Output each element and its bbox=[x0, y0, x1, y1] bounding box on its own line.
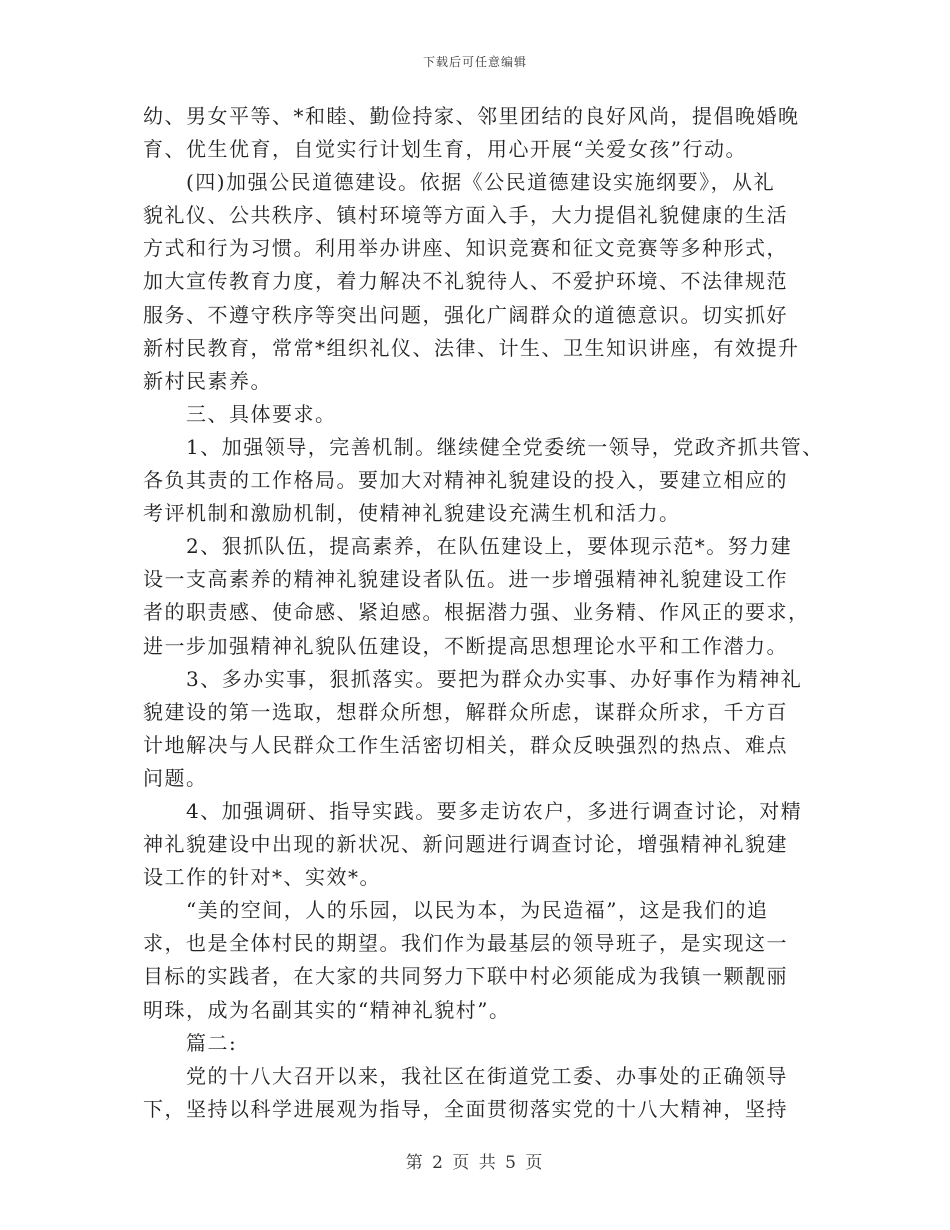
text-line: 新村民教育，常常*组织礼仪、法律、计生、卫生知识讲座，有效提升 bbox=[143, 335, 800, 360]
text-line: “美的空间，人的乐园，以民为本，为民造福”，这是我们的追 bbox=[143, 898, 769, 923]
text-line: 幼、男女平等、*和睦、勤俭持家、邻里团结的良好风尚，提倡晚婚晚 bbox=[143, 104, 800, 128]
page-number-footer: 第 2 页 共 5 页 bbox=[405, 1153, 545, 1173]
text-line: 设一支高素养的精神礼貌建设者队伍。进一步增强精神礼貌建设工作 bbox=[143, 567, 788, 592]
text-line: 计地解决与人民群众工作生活密切相关，群众反映强烈的热点、难点 bbox=[143, 732, 788, 757]
text-line: 服务、不遵守秩序等突出问题，强化广阔群众的道德意识。切实抓好 bbox=[143, 302, 788, 327]
text-line: 党的十八大召开以来，我社区在街道党工委、办事处的正确领导 bbox=[143, 1063, 788, 1088]
page-header: 下载后可任意编辑 bbox=[422, 55, 527, 69]
document-body bbox=[143, 100, 843, 1126]
text-line: 设工作的针对*、实效*。 bbox=[143, 865, 381, 890]
text-line: 貌礼仪、公共秩序、镇村环境等方面入手，大力提倡礼貌健康的生活 bbox=[143, 203, 788, 228]
text-line: (四)加强公民道德建设。依据《公民道德建设实施纲要》，从礼 bbox=[143, 170, 776, 195]
text-line: 方式和行为习惯。利用举办讲座、知识竞赛和征文竞赛等多种形式， bbox=[143, 236, 788, 261]
text-line: 下，坚持以科学进展观为指导，全面贯彻落实党的十八大精神，坚持 bbox=[143, 1096, 788, 1121]
text-line: 4、加强调研、指导实践。要多走访农户，多进行调查讨论，对精 bbox=[143, 798, 803, 823]
text-line: 进一步加强精神礼貌队伍建设，不断提高思想理论水平和工作潜力。 bbox=[143, 633, 788, 658]
text-line: 1、加强领导，完善机制。继续健全党委统一领导，党政齐抓共管、 bbox=[143, 434, 824, 459]
text-line: 问题。 bbox=[143, 765, 208, 790]
text-line: 3、多办实事，狠抓落实。要把为群众办实事、办好事作为精神礼 bbox=[143, 666, 803, 691]
text-line: 神礼貌建设中出现的新状况、新问题进行调查讨论，增强精神礼貌建 bbox=[143, 832, 788, 857]
text-line: 考评机制和激励机制，使精神礼貌建设充满生机和活力。 bbox=[143, 501, 681, 526]
text-line: 各负其责的工作格局。要加大对精神礼貌建设的投入，要建立相应的 bbox=[143, 468, 788, 493]
text-line: 加大宣传教育力度，着力解决不礼貌待人、不爱护环境、不法律规范 bbox=[143, 269, 788, 294]
text-line: 育、优生优育，自觉实行计划生育，用心开展“关爱女孩”行动。 bbox=[143, 137, 747, 162]
text-line: 者的职责感、使命感、紧迫感。根据潜力强、业务精、作风正的要求， bbox=[143, 600, 810, 625]
text-line: 目标的实践者，在大家的共同努力下联中村必须能成为我镇一颗靓丽 bbox=[143, 964, 788, 989]
text-line: 求，也是全体村民的期望。我们作为最基层的领导班子，是实现这一 bbox=[143, 931, 788, 956]
text-line: 新村民素养。 bbox=[143, 368, 272, 393]
section-heading: 篇二: bbox=[143, 1030, 238, 1055]
text-line: 貌建设的第一选取，想群众所想，解群众所虑，谋群众所求，千方百 bbox=[143, 699, 788, 724]
text-line: 明珠，成为名副其实的“精神礼貌村”。 bbox=[143, 997, 511, 1022]
text-line: 2、狠抓队伍，提高素养，在队伍建设上，要体现示范*。努力建 bbox=[143, 534, 793, 559]
section-heading: 三、具体要求。 bbox=[143, 401, 337, 426]
